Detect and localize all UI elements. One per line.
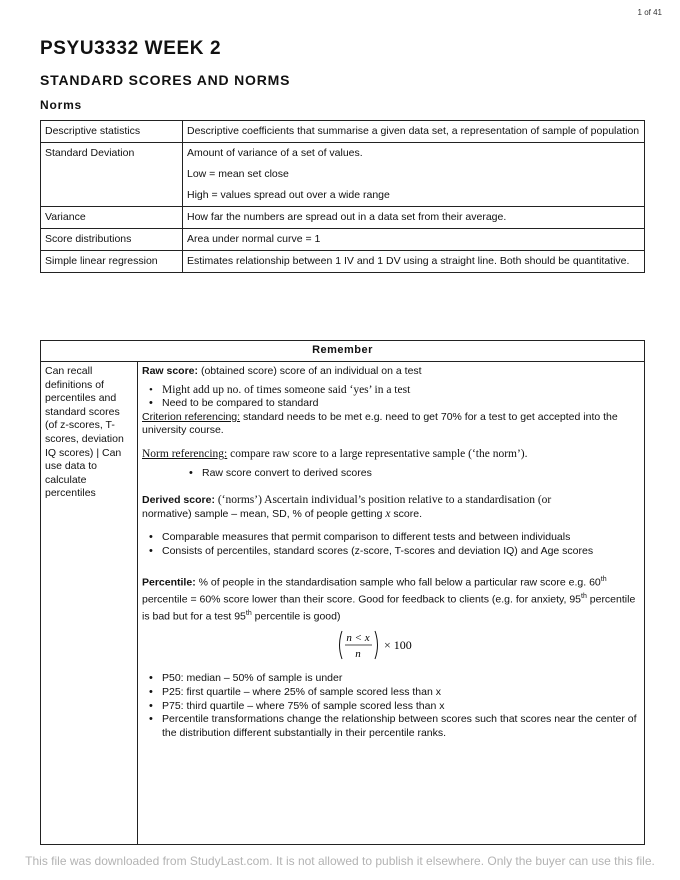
list-item: • P50: median – 50% of sample is under — [142, 672, 640, 686]
definition-cell — [183, 207, 645, 229]
remember-content — [138, 362, 645, 845]
list-item: • Raw score convert to derived scores — [142, 467, 640, 481]
percentile-text: percentile is bad but for a test 95 — [142, 593, 636, 623]
definition-cell — [183, 121, 645, 143]
remember-header: Remember — [41, 341, 645, 362]
superscript: th — [581, 592, 587, 600]
table-row — [41, 251, 645, 273]
derived-score-label: Derived score: — [142, 494, 215, 507]
definition-text: How far the numbers are spread out in a data set from their average. — [187, 211, 507, 223]
table-row — [41, 229, 645, 251]
derived-score-text-end: score. — [390, 507, 423, 520]
raw-score-section — [142, 365, 640, 480]
formula-graphic — [336, 628, 446, 662]
table-row — [41, 143, 645, 207]
raw-score-label: Raw score: — [142, 365, 199, 377]
term-cell: Variance — [41, 207, 183, 229]
criterion-label: Criterion referencing: — [142, 410, 241, 423]
page-number: 1 of 41 — [637, 8, 662, 17]
derived-score-text-cont: normative) sample – mean, SD, % of people getting — [142, 507, 386, 520]
list-item: • Might add up no. of times someone said ‘yes’ in a test — [142, 384, 640, 398]
page-title: PSYU3332 WEEK 2 — [40, 38, 222, 59]
table-row — [41, 121, 645, 143]
list-item: • Comparable measures that permit comparison to different tests and between individuals — [142, 531, 640, 545]
page-subtitle: STANDARD SCORES AND NORMS — [40, 72, 291, 88]
term-cell: Simple linear regression — [41, 251, 183, 273]
percentile-text: percentile is good) — [251, 610, 341, 623]
variable-x: x — [385, 507, 391, 520]
percentile-label: Percentile: — [142, 576, 196, 589]
definition-text: High = values spread out over a wide range — [187, 189, 390, 201]
definition-text: Amount of variance of a set of values. — [187, 147, 363, 159]
definition-cell — [183, 229, 645, 251]
right-paren — [375, 631, 378, 659]
norm-text: compare raw score to a large representative sample (‘the norm’). — [227, 447, 528, 460]
percentile-formula — [142, 624, 640, 673]
norms-table — [40, 120, 645, 273]
list-item: • Consists of percentiles, standard scores (z-score, T-scores and deviation IQ) and Age scores — [142, 545, 640, 559]
derived-score-section — [142, 494, 640, 558]
percentile-text: percentile = 60% score lower than their score. Good for feedback to clients (e.g. for anxiety, 95 — [142, 593, 581, 606]
superscript: th — [245, 609, 252, 617]
watermark-notice: This file was downloaded from StudyLast.com. It is not allowed to publish it elsewhere. Only the buyer can use this file. — [25, 854, 655, 868]
list-item: • Percentile transformations change the relationship between scores such that scores near the center of the distribution different substantially in their percentile ranks. — [142, 713, 640, 740]
term-cell: Descriptive statistics — [41, 121, 183, 143]
list-item: • P25: first quartile – where 25% of sample scored less than x — [142, 686, 640, 700]
definition-text: Area under normal curve = 1 — [187, 233, 321, 245]
formula-multiplier: × 100 — [384, 637, 412, 652]
list-item: • P75: third quartile – where 75% of sample scored less than x — [142, 700, 640, 714]
formula-denominator: n — [355, 647, 361, 660]
percentile-section — [142, 573, 640, 741]
superscript: th — [600, 575, 607, 583]
term-cell: Standard Deviation — [41, 143, 183, 207]
raw-score-text: (obtained score) score of an individual on a test — [198, 365, 422, 377]
list-item: • Need to be compared to standard — [142, 397, 640, 411]
definition-cell — [183, 251, 645, 273]
section-heading-norms: Norms — [40, 98, 83, 112]
remember-table — [40, 340, 645, 845]
definition-text: Descriptive coefficients that summarise a given data set, a representation of sample of population — [187, 125, 640, 137]
definition-cell — [183, 143, 645, 207]
criterion-text: standard needs to be met e.g. need to get 70% for a test to get accepted into the university course. — [142, 410, 618, 437]
left-paren — [340, 631, 343, 659]
definition-text: Estimates relationship between 1 IV and 1 DV using a straight line. Both should be quantitative. — [187, 255, 630, 267]
definition-text: Low = mean set close — [187, 168, 289, 180]
table-row — [41, 207, 645, 229]
formula-numerator: n < x — [346, 631, 370, 644]
norm-label: Norm referencing: — [142, 447, 228, 460]
term-cell: Score distributions — [41, 229, 183, 251]
learning-outcome: Can recall definitions of percentiles and standard scores (of z-scores, T-scores, deviation IQ scores) | Can use data to calculate percentiles — [41, 362, 138, 845]
percentile-text: % of people in the standardisation sample who fall below a particular raw score e.g. 60 — [195, 576, 601, 589]
derived-score-text: (‘norms’) Ascertain individual’s position relative to a standardisation (or — [214, 494, 552, 507]
